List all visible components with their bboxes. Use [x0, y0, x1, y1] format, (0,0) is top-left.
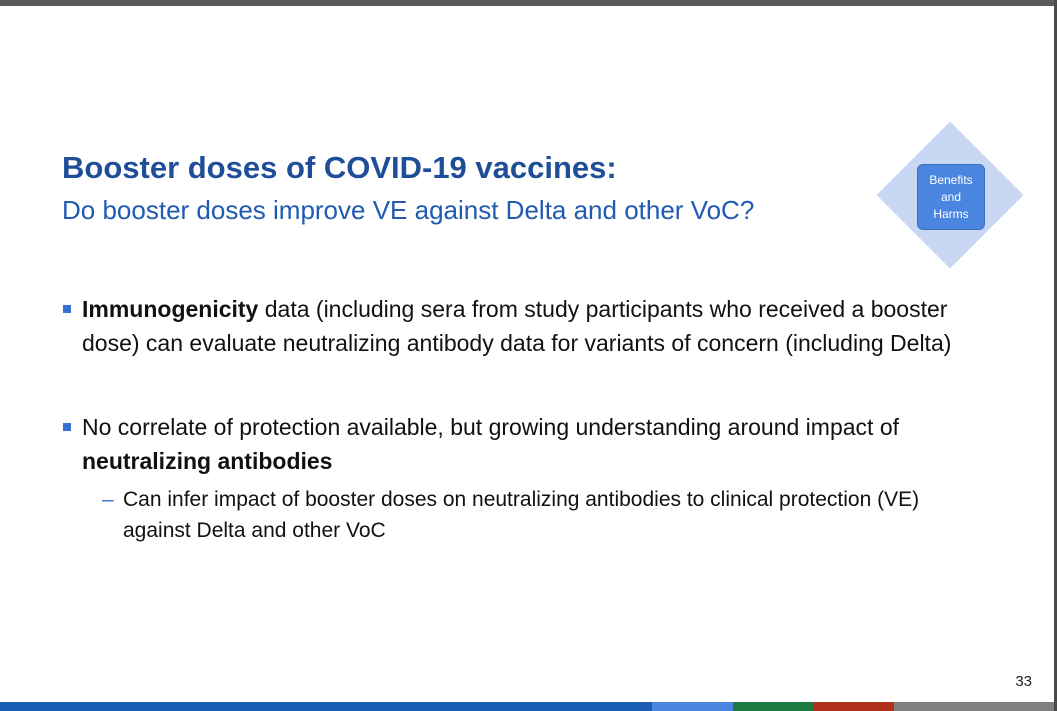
bullet-item-correlate [62, 410, 992, 546]
footer-color-bar [0, 702, 1057, 711]
square-bullet-icon [63, 305, 71, 313]
footer-segment [813, 702, 894, 711]
badge-line-1: Benefits [929, 173, 973, 187]
badge-label-box [917, 164, 985, 230]
footer-segment [652, 702, 733, 711]
square-bullet-icon [63, 423, 71, 431]
dash-bullet-icon: – [102, 488, 114, 511]
bullet-text: data (including sera from study participants who received a booster dose) can evaluate neutralizing antibody data for variants of concern (including Delta) [82, 296, 952, 356]
footer-segment [894, 702, 1057, 711]
slide-title: Booster doses of COVID-19 vaccines: [62, 150, 617, 185]
footer-segment [733, 702, 813, 711]
benefits-harms-badge [877, 122, 1025, 270]
page-number: 33 [1015, 673, 1032, 690]
bullet-list [62, 292, 992, 546]
sub-bullet-text: Can infer impact of booster doses on neutralizing antibodies to clinical protection (VE) against Delta and other VoC [123, 488, 920, 542]
badge-line-2: and [940, 190, 962, 204]
top-bar [0, 0, 1057, 6]
sub-bullet-item [82, 484, 992, 546]
badge-line-3: Harms [933, 207, 969, 221]
bullet-text: No correlate of protection available, but growing understanding around impact of [82, 414, 899, 440]
bullet-bold-text: Immunogenicity [82, 296, 259, 322]
bullet-bold-text: neutralizing antibodies [82, 448, 333, 474]
bullet-item-immunogenicity [62, 292, 992, 360]
slide-subtitle: Do booster doses improve VE against Delta and other VoC? [62, 195, 755, 225]
footer-segment [0, 702, 652, 711]
